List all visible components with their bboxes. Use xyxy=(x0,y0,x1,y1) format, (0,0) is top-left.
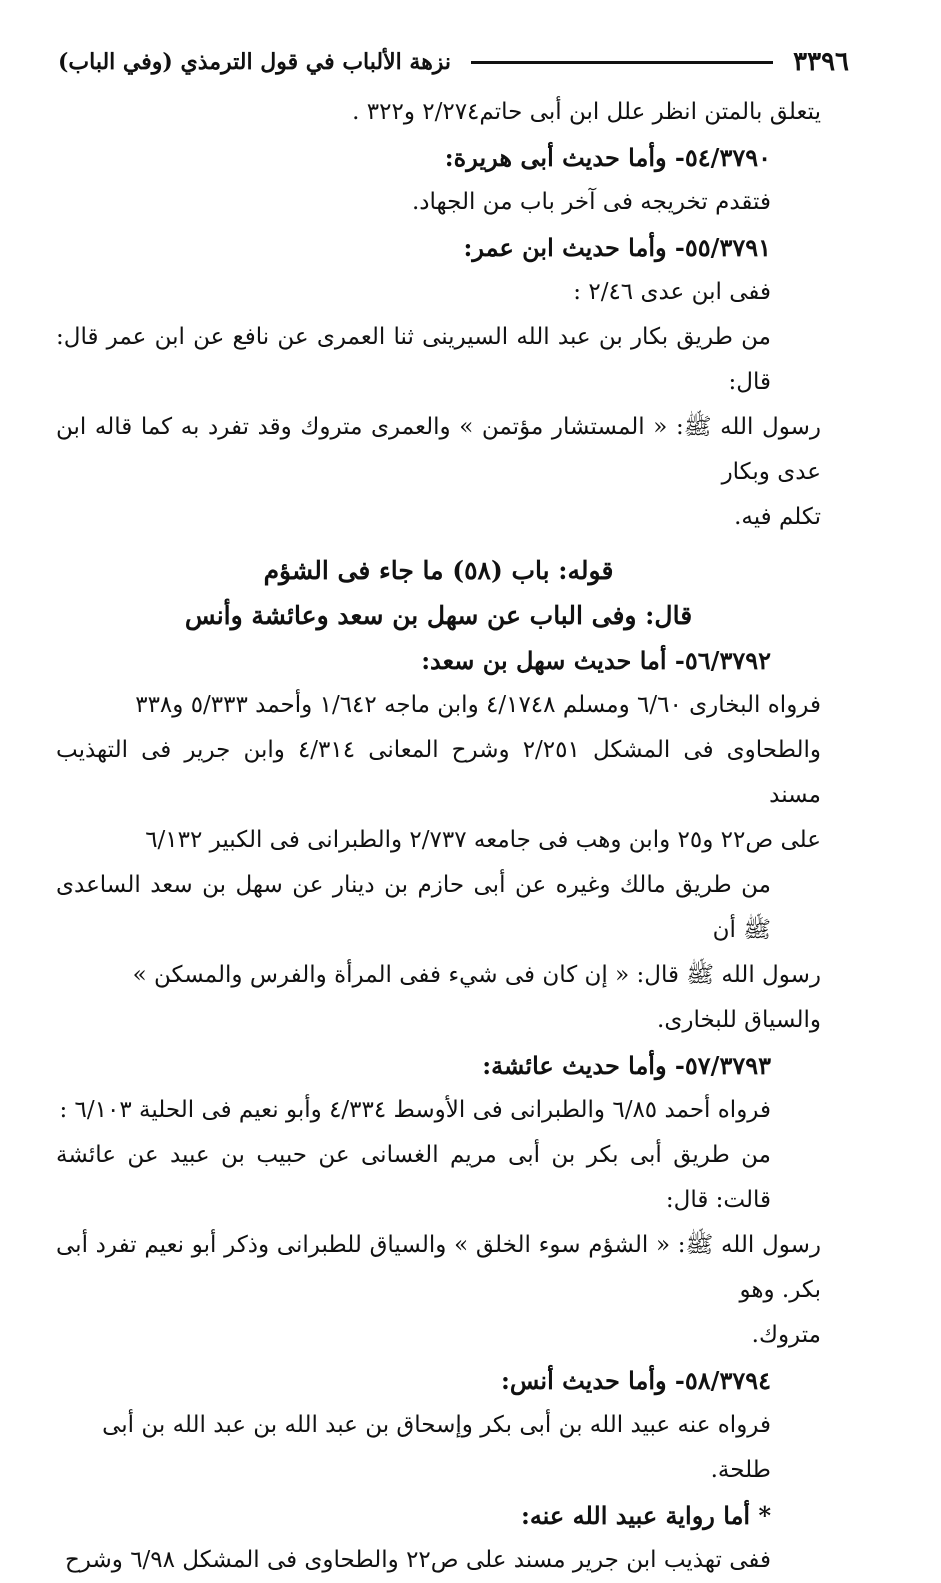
text-line: تكلم فيه. xyxy=(734,504,821,530)
text-line: فتقدم تخريجه فى آخر باب من الجهاد. xyxy=(411,189,771,215)
text-line: ففى ابن عدى ٢/٤٦ : xyxy=(573,279,771,305)
section-heading-55: ٥٥/٣٧٩١- وأما حديث ابن عمر: xyxy=(463,233,771,262)
section-heading-57: ٥٧/٣٧٩٣- وأما حديث عائشة: xyxy=(482,1051,771,1080)
text-line: والطحاوى فى المشكل ٢/٢٥١ وشرح المعانى ٤/٣١٤ وابن جرير فى التهذيب مسند xyxy=(56,737,821,808)
text-line: متروك. xyxy=(751,1322,821,1348)
running-title: نزهة الألباب في قول الترمذي (وفي الباب) xyxy=(58,49,452,75)
text-line: فرواه البخارى ٦/٦٠ ومسلم ٤/١٧٤٨ وابن ماجه ١/٦٤٢ وأحمد ٥/٣٣٣ و٣٣٨ xyxy=(135,692,821,718)
text-line: من طريق أبى بكر بن أبى مريم الغسانى عن حبيب بن عبيد عن عائشة قالت: قال: xyxy=(56,1142,771,1213)
text-line: رسول الله ﷺ: « المستشار مؤتمن » والعمرى متروك وقد تفرد به كما قاله ابن عدى وبكار xyxy=(56,414,821,485)
text-line: على ص٢٢ و٢٥ وابن وهب فى جامعه ٢/٧٣٧ والطبرانى فى الكبير ٦/١٣٢ xyxy=(145,827,821,853)
header-rule xyxy=(471,61,773,64)
text-line: من طريق مالك وغيره عن أبى حازم بن دينار عن سهل بن سعد الساعدى ﷺ أن xyxy=(56,872,771,943)
chapter-subtitle: قال: وفى الباب عن سهل بن سعد وعائشة وأنس xyxy=(184,601,693,630)
text-line: فرواه أحمد ٦/٨٥ والطبرانى فى الأوسط ٤/٣٣٤ وأبو نعيم فى الحلية ٦/١٠٣ : xyxy=(59,1097,771,1123)
text-line: رسول الله ﷺ: « الشؤم سوء الخلق » والسياق للطبرانى وذكر أبو نعيم تفرد أبى بكر. وهو xyxy=(56,1232,821,1303)
text-line: رسول الله ﷺ قال: « إن كان فى شيء ففى المرأة والفرس والمسكن » والسياق للبخارى. xyxy=(132,962,821,1033)
page-number: ٣٣٩٦ xyxy=(793,47,849,77)
text-line: ففى تهذيب ابن جرير مسند على ص٢٢ والطحاوى فى المشكل ٦/٩٨ وشرح xyxy=(64,1547,771,1573)
chapter-title: قوله: باب (٥٨) ما جاء فى الشؤم xyxy=(263,556,614,585)
section-heading-54: ٥٤/٣٧٩٠- وأما حديث أبى هريرة: xyxy=(444,143,771,172)
text-line: فرواه عنه عبيد الله بن أبى بكر وإسحاق بن عبد الله بن عبد الله بن أبى طلحة. xyxy=(102,1412,771,1483)
page-header xyxy=(58,42,849,82)
page-body xyxy=(56,90,821,1583)
section-heading-58: ٥٨/٣٧٩٤- وأما حديث أنس: xyxy=(500,1366,771,1395)
sub-heading-ubaydullah: * أما رواية عبيد الله عنه: xyxy=(520,1501,771,1530)
text-line: من طريق بكار بن عبد الله السيرينى ثنا العمرى عن نافع عن ابن عمر قال: قال: xyxy=(56,324,771,395)
section-heading-56: ٥٦/٣٧٩٢- أما حديث سهل بن سعد: xyxy=(421,646,771,675)
text-line: يتعلق بالمتن انظر علل ابن أبى حاتم٢/٢٧٤ و٣٢٢ . xyxy=(352,99,821,125)
